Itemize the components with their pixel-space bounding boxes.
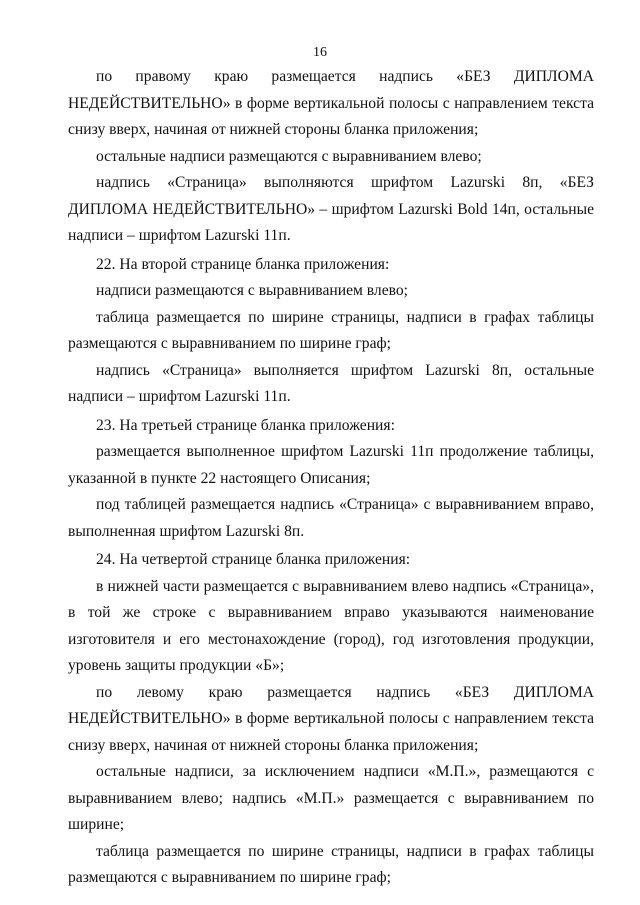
paragraph-fourth-page-bottom: в нижней части размещается с выравниванием влево надпись «Страница», в той же строке с выравниванием вправо указываются наименование изготовителя и его местонахождение (город), год изготовления продукции, уровень защиты продукции «Б»;: [68, 577, 594, 674]
paragraph-fourth-page-table: таблица размещается по ширине страницы, надписи в графах таблицы размещаются с выравниванием по ширине граф;: [68, 842, 594, 886]
paragraph-fonts-first-page: надпись «Страница» выполняются шрифтом Lazurski 8п, «БЕЗ ДИПЛОМА НЕДЕЙСТВИТЕЛЬНО» – шрифтом Lazurski Bold 14п, остальные надписи – шрифтом Lazurski 11п.: [68, 174, 594, 244]
paragraph-mp-alignment: остальные надписи, за исключением надписи «М.П.», размещаются с выравниванием влево; надпись «М.П.» размещается с выравниванием по ширине;: [68, 763, 594, 833]
paragraph-second-page-fonts: надпись «Страница» выполняется шрифтом Lazurski 8п, остальные надписи – шрифтом Lazurski 11п.: [68, 361, 594, 405]
paragraph-left-edge-inscription: по левому краю размещается надпись «БЕЗ ДИПЛОМА НЕДЕЙСТВИТЕЛЬНО» в форме вертикальной полосы с направлением текста снизу вверх, начиная от нижней стороны бланка приложения;: [68, 683, 594, 754]
document-body: [68, 64, 594, 892]
page-number: 16: [313, 45, 327, 60]
paragraph-right-edge-inscription: по правому краю размещается надпись «БЕЗ ДИПЛОМА НЕДЕЙСТВИТЕЛЬНО» в форме вертикальной полосы с направлением текста снизу вверх, начиная от нижней стороны бланка приложения;: [68, 68, 594, 138]
paragraph-item-23: 23. На третьей странице бланка приложения:: [96, 416, 395, 434]
paragraph-other-inscriptions-left: остальные надписи размещаются с выравниванием влево;: [96, 147, 482, 165]
paragraph-third-page-page-label: под таблицей размещается надпись «Страница» с выравниванием вправо, выполненная шрифтом Lazurski 8п.: [68, 496, 594, 540]
paragraph-second-page-table: таблица размещается по ширине страницы, надписи в графах таблицы размещаются с выравниванием по ширине граф;: [68, 308, 594, 352]
paragraph-third-page-table: размещается выполненное шрифтом Lazurski 11п продолжение таблицы, указанной в пункте 22 настоящего Описания;: [68, 443, 594, 487]
paragraph-item-24: 24. На четвертой странице бланка приложения:: [96, 551, 411, 568]
paragraph-second-page-left: надписи размещаются с выравниванием влево;: [96, 282, 409, 299]
paragraph-item-22: 22. На второй странице бланка приложения:: [96, 255, 390, 273]
